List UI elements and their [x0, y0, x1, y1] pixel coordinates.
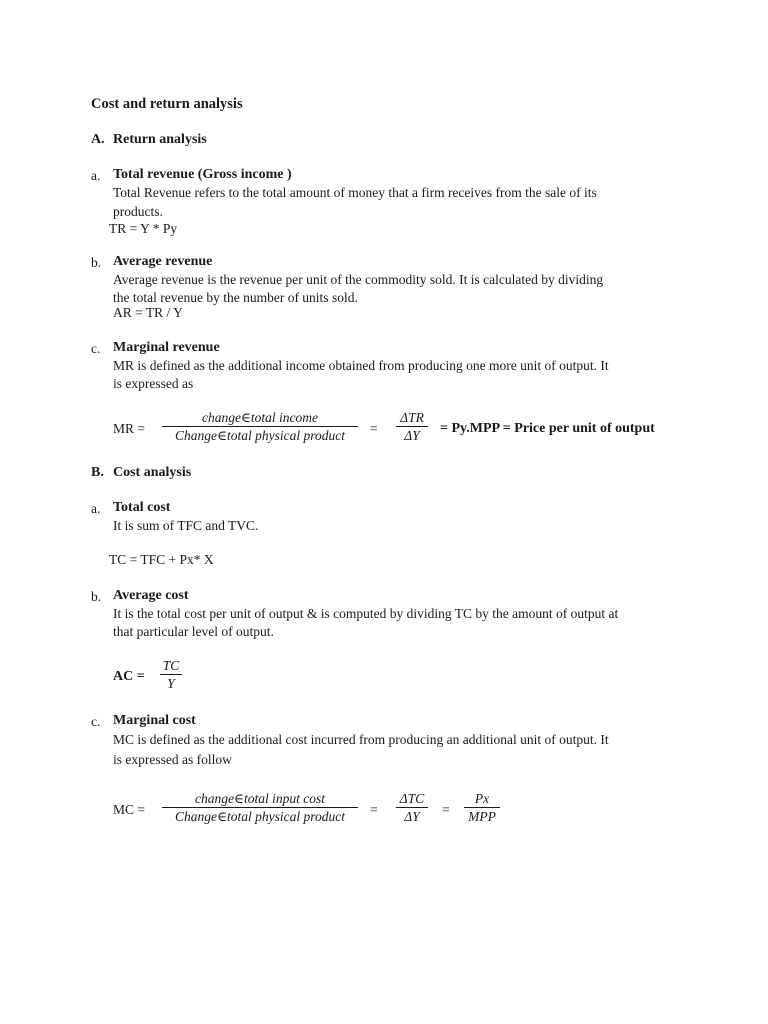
ac-fraction: [160, 657, 182, 692]
mr-fraction-verbal: [162, 409, 358, 444]
fraction-denominator: ΔY: [404, 428, 420, 443]
fraction-denominator: Y: [167, 676, 175, 691]
marginal-revenue-text-line2: is expressed as: [113, 376, 194, 391]
section-b-label: B.: [91, 465, 104, 480]
mc-fraction-verbal: [162, 790, 358, 825]
mr-fraction-delta: [396, 409, 428, 444]
fraction-numerator: change∈total income: [201, 410, 319, 425]
average-cost-text-line1: It is the total cost per unit of output & is computed by dividing TC by the amount of output at: [113, 606, 619, 621]
marginal-cost-text-line1: MC is defined as the additional cost incurred from producing an additional unit of output. It: [113, 732, 609, 747]
total-cost-text-line1: It is sum of TFC and TVC.: [113, 518, 259, 533]
mr-formula-lhs: MR =: [113, 421, 145, 436]
ac-formula-lhs: AC =: [113, 669, 145, 684]
item-marker: b.: [91, 255, 102, 270]
average-revenue-text-line2: the total revenue by the number of units sold.: [113, 290, 358, 305]
marginal-cost-heading: Marginal cost: [113, 713, 196, 728]
equals-sign: =: [370, 802, 378, 817]
fraction-denominator: ΔY: [404, 809, 420, 824]
section-a-heading: Return analysis: [113, 132, 207, 147]
total-cost-heading: Total cost: [113, 500, 171, 515]
equals-sign: =: [370, 421, 378, 436]
item-marker: c.: [91, 341, 101, 356]
total-cost-formula: TC = TFC + Px* X: [109, 552, 214, 567]
marginal-revenue-heading: Marginal revenue: [113, 340, 220, 355]
mr-formula-rhs: = Py.MPP = Price per unit of output: [440, 421, 655, 436]
fraction-numerator: TC: [162, 658, 180, 673]
equals-sign: =: [442, 802, 450, 817]
mc-fraction-delta: [396, 790, 428, 825]
mc-formula-lhs: MC =: [113, 802, 145, 817]
average-revenue-formula: AR = TR / Y: [113, 305, 183, 320]
average-revenue-text-line1: Average revenue is the revenue per unit of the commodity sold. It is calculated by dividing: [113, 272, 604, 287]
average-cost-text-line2: that particular level of output.: [113, 624, 274, 639]
page-title: Cost and return analysis: [91, 96, 243, 112]
mc-fraction-price: [464, 790, 500, 825]
marginal-cost-text-line2: is expressed as follow: [113, 752, 232, 767]
item-marker: a.: [91, 168, 101, 183]
total-revenue-formula: TR = Y * Py: [109, 221, 178, 236]
section-a-label: A.: [91, 132, 105, 147]
average-revenue-heading: Average revenue: [113, 254, 213, 269]
section-b-heading: Cost analysis: [113, 465, 192, 480]
fraction-numerator: ΔTR: [400, 410, 424, 425]
total-revenue-text-line2: products.: [113, 204, 163, 219]
average-cost-heading: Average cost: [113, 588, 189, 603]
fraction-numerator: change∈total input cost: [195, 791, 325, 806]
item-marker: b.: [91, 589, 102, 604]
fraction-numerator: ΔTC: [399, 791, 425, 806]
fraction-denominator: Change∈total physical product: [175, 809, 345, 824]
item-marker: c.: [91, 714, 101, 729]
total-revenue-heading: Total revenue (Gross income ): [113, 167, 292, 182]
marginal-revenue-text-line1: MR is defined as the additional income obtained from producing one more unit of output. It: [113, 358, 609, 373]
total-revenue-text-line1: Total Revenue refers to the total amount of money that a firm receives from the sale of its: [113, 185, 597, 200]
fraction-numerator: Px: [474, 791, 490, 806]
item-marker: a.: [91, 501, 101, 516]
fraction-denominator: MPP: [468, 809, 496, 824]
fraction-denominator: Change∈total physical product: [175, 428, 345, 443]
